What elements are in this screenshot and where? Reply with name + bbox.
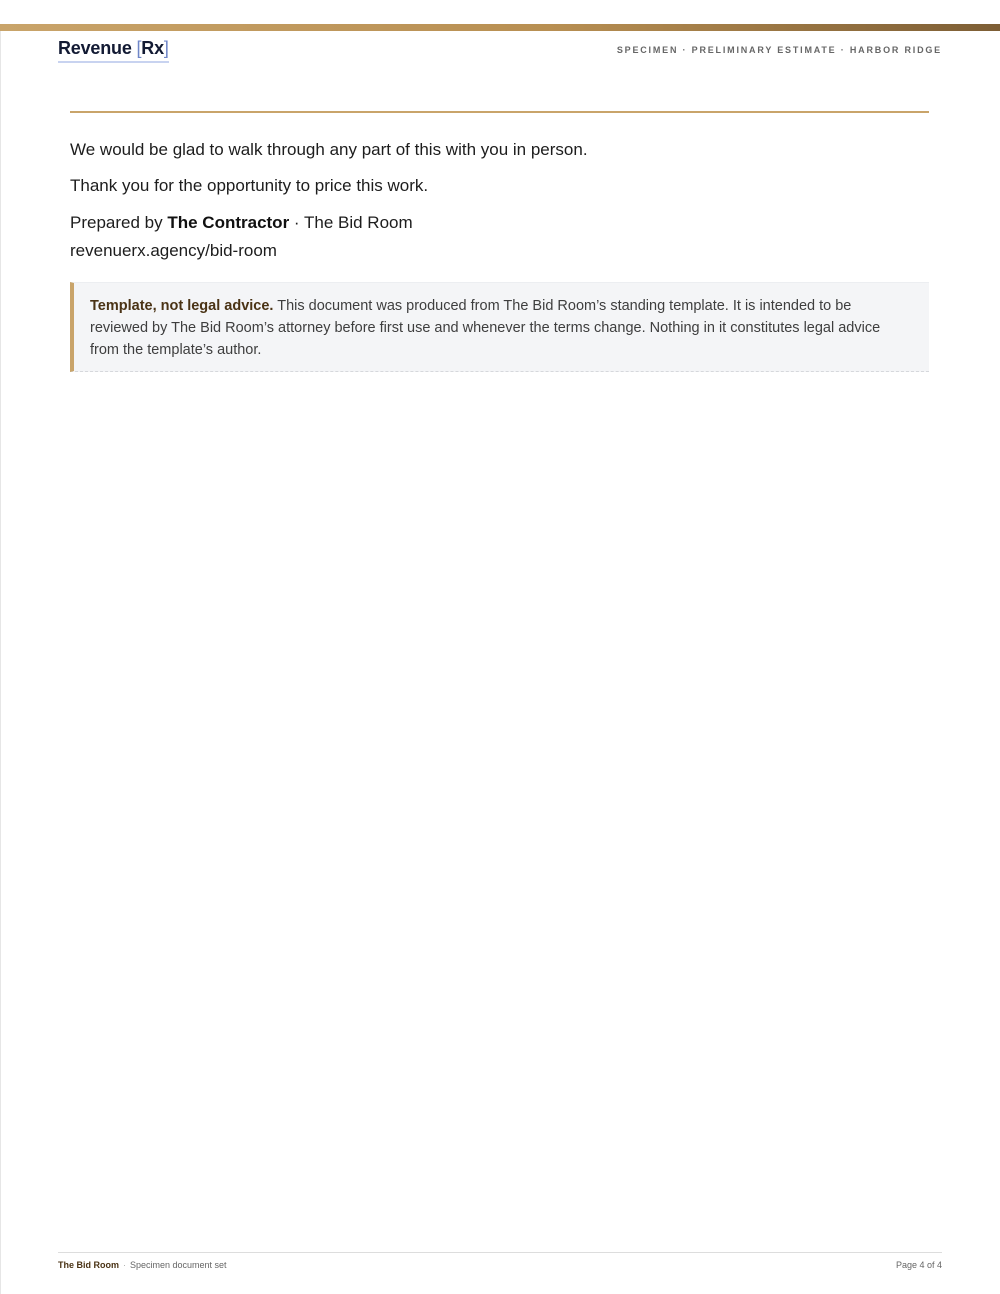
page-number: Page 4 of 4 — [895, 1260, 942, 1270]
logo-rx: Rx — [141, 38, 164, 58]
agency-url: revenuerx.agency/bid-room — [70, 241, 277, 260]
footer-brand: The Bid Room — [58, 1260, 119, 1270]
notice-heading: Template, not legal advice. — [90, 298, 274, 314]
legal-notice-box — [70, 282, 929, 372]
notice-text: This document was produced from The Bid Room’s standing template. It is intended to be reviewed by The Bid Room’s attorney before first use and whenever the terms change. Nothing in it constitutes legal advice from the template’s author. — [90, 298, 881, 358]
page-footer — [58, 1260, 942, 1274]
footer-brand-line — [58, 1260, 227, 1270]
walk-through-paragraph: We would be glad to walk through any part of this with you in person. — [70, 140, 588, 159]
logo-bracket-close: ] — [163, 38, 169, 58]
page-left-edge — [0, 31, 1, 1294]
logo-word: Revenue — [58, 38, 132, 58]
footer-divider — [58, 1252, 942, 1253]
thanks-paragraph: Thank you for the opportunity to price this work. — [70, 176, 429, 195]
prepared-by-line — [70, 211, 413, 235]
prepared-prefix: Prepared by — [70, 213, 168, 232]
section-divider — [70, 111, 929, 113]
top-accent-bar — [0, 24, 1000, 31]
prepared-name: The Contractor — [167, 213, 290, 232]
prepared-suffix: · The Bid Room — [289, 213, 413, 232]
logo-bracket-open: [ — [136, 38, 142, 58]
document-meta-label: SPECIMEN · PRELIMINARY ESTIMATE · HARBOR RIDGE — [616, 45, 942, 55]
footer-separator: · — [123, 1260, 126, 1270]
revenue-rx-logo — [58, 38, 169, 63]
page-header — [58, 36, 942, 64]
footer-subtitle: Specimen document set — [130, 1260, 227, 1270]
